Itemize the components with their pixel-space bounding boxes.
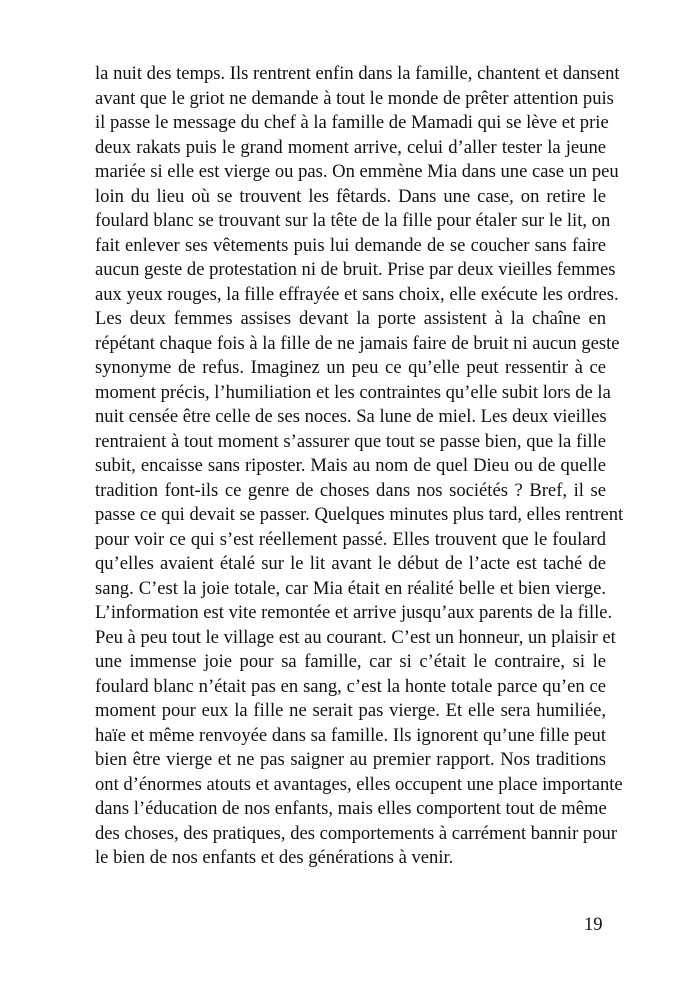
body-text <box>95 62 624 871</box>
text-line: subit, encaisse sans riposter. Mais au nom de quel Dieu ou de quelle <box>95 455 606 476</box>
text-line: deux rakats puis le grand moment arrive, celui d’aller tester la jeune <box>95 136 606 158</box>
text-line: une immense joie pour sa famille, car si c’était le contraire, si le <box>95 651 606 672</box>
text-line: Les deux femmes assises devant la porte assistent à la chaîne en <box>95 308 606 329</box>
text-line: le bien de nos enfants et des générations à venir. <box>95 847 454 868</box>
text-line: moment pour eux la fille ne serait pas vierge. Et elle sera humiliée, <box>95 700 606 721</box>
text-line: aucun geste de protestation ni de bruit. Prise par deux vieilles femmes <box>95 259 616 280</box>
text-line: passe ce qui devait se passer. Quelques minutes plus tard, elles rentrent <box>95 504 624 525</box>
text-line: rentraient à tout moment s’assurer que tout se passe bien, que la fille <box>95 430 606 452</box>
text-line: Peu à peu tout le village est au courant. C’est un honneur, un plaisir et <box>95 626 616 648</box>
text-line: sang. C’est la joie totale, car Mia était en réalité belle et bien vierge. <box>95 577 606 599</box>
text-line: qu’elles avaient étalé sur le lit avant le début de l’acte est taché de <box>95 553 606 574</box>
text-line: répétant chaque fois à la fille de ne jamais faire de bruit ni aucun geste <box>95 332 620 354</box>
text-line: la nuit des temps. Ils rentrent enfin dans la famille, chantent et dansent <box>95 63 620 84</box>
page-number: 19 <box>584 914 603 935</box>
text-line: ont d’énormes atouts et avantages, elles occupent une place importante <box>95 773 623 795</box>
text-line: avant que le griot ne demande à tout le monde de prêter attention puis <box>95 87 614 109</box>
text-line: foulard blanc n’était pas en sang, c’est la honte totale parce qu’en ce <box>95 675 606 697</box>
text-line: des choses, des pratiques, des comportements à carrément bannir pour <box>95 822 618 844</box>
text-line: loin du lieu où se trouvent les fêtards. Dans une case, on retire le <box>95 185 606 207</box>
text-line: mariée si elle est vierge ou pas. On emmène Mia dans une case un peu <box>95 161 619 182</box>
text-line: bien être vierge et ne pas saigner au premier rapport. Nos traditions <box>95 749 606 770</box>
text-line: synonyme de refus. Imaginez un peu ce qu’elle peut ressentir à ce <box>95 357 606 378</box>
text-line: foulard blanc se trouvant sur la tête de la fille pour étaler sur le lit, on <box>95 210 611 231</box>
text-line: tradition font-ils ce genre de choses dans nos sociétés ? Bref, il se <box>95 479 606 501</box>
text-line: dans l’éducation de nos enfants, mais elles comportent tout de même <box>95 798 607 819</box>
text-line: fait enlever ses vêtements puis lui demande de se coucher sans faire <box>95 234 606 256</box>
text-line: pour voir ce qui s’est réellement passé. Elles trouvent que le foulard <box>95 528 606 550</box>
text-line: haïe et même renvoyée dans sa famille. Ils ignorent qu’une fille peut <box>95 724 606 746</box>
text-line: moment précis, l’humiliation et les contraintes qu’elle subit lors de la <box>95 381 611 403</box>
text-line: il passe le message du chef à la famille de Mamadi qui se lève et prie <box>95 112 609 133</box>
text-line: nuit censée être celle de ses noces. Sa lune de miel. Les deux vieilles <box>95 406 607 427</box>
text-line: L’information est vite remontée et arrive jusqu’aux parents de la fille. <box>95 602 613 623</box>
text-line: aux yeux rouges, la fille effrayée et sans choix, elle exécute les ordres. <box>95 283 619 305</box>
